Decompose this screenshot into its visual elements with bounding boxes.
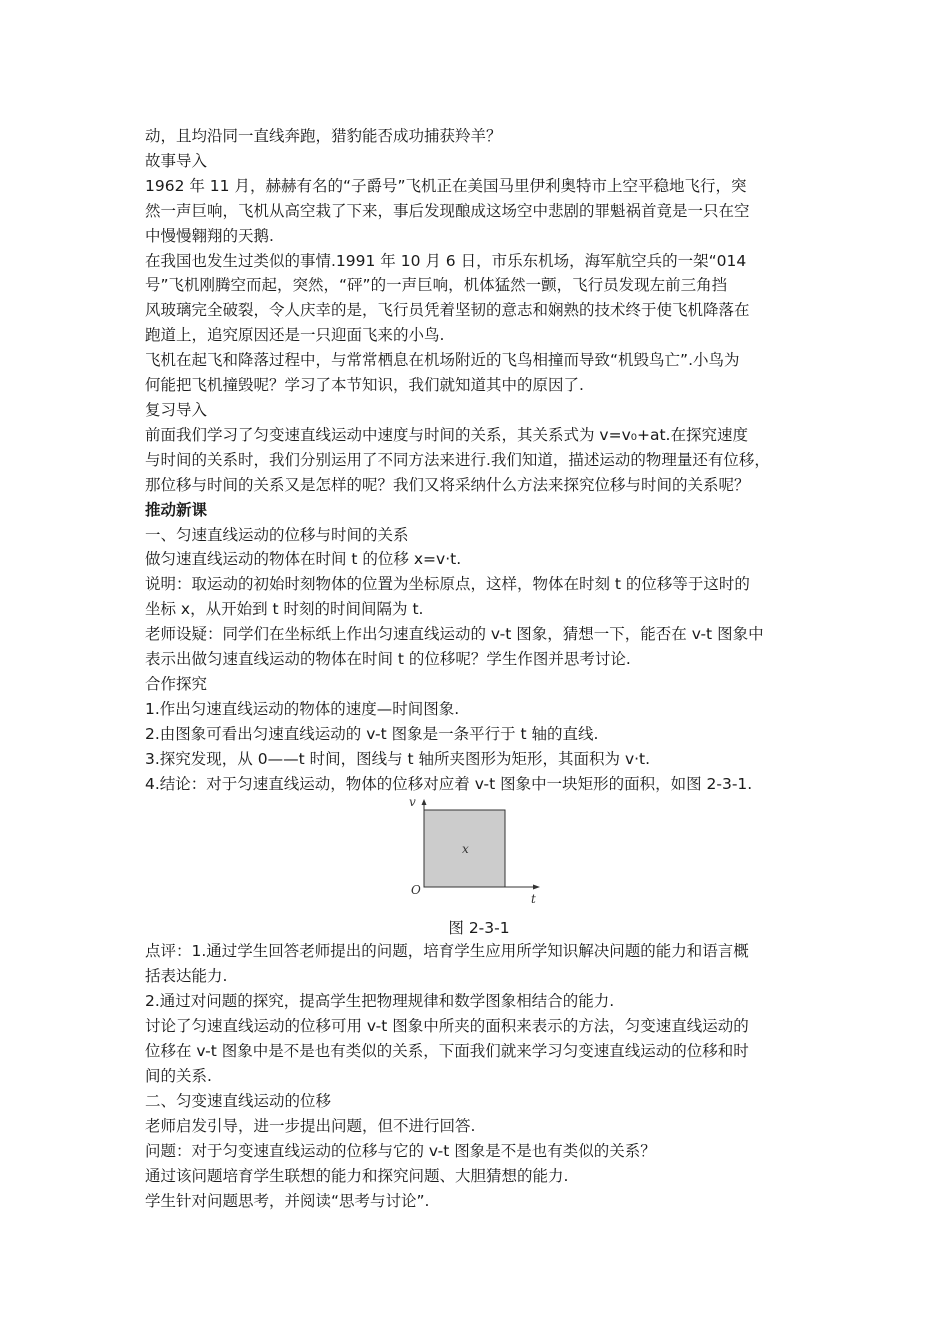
text-line: 点评：1.通过学生回答老师提出的问题，培育学生应用所学知识解决问题的能力和语言概 — [145, 942, 749, 961]
figure-2-3-1 — [145, 797, 815, 915]
text-line: 间的关系. — [145, 1067, 212, 1085]
document-body — [145, 124, 815, 1213]
v-axis-arrow — [422, 799, 427, 805]
text-line: 合作探究 — [145, 674, 208, 693]
text-line: 通过该问题培育学生联想的能力和探究问题、大胆猜想的能力. — [145, 1166, 569, 1185]
origin-label: O — [411, 883, 421, 898]
text-line: 号”飞机刚腾空而起，突然，“砰”的一声巨响，机体猛然一颤，飞行员发现左前三角挡 — [145, 276, 728, 295]
text-line: 那位移与时间的关系又是怎样的呢？我们又将采纳什么方法来探究位移与时间的关系呢？ — [145, 475, 750, 494]
text-line: 一、匀速直线运动的位移与时间的关系 — [145, 525, 409, 544]
text-line: 在我国也发生过类似的事情.1991 年 10 月 6 日，市乐东机场，海军航空兵的一架“014 — [145, 251, 747, 270]
text-block-bottom — [145, 939, 815, 1213]
text-line: 老师设疑：同学们在坐标纸上作出匀速直线运动的 v-t 图象，猜想一下，能否在 v-t 图象中 — [145, 625, 764, 644]
text-line: 复习导入 — [145, 400, 208, 419]
text-line: 讨论了匀速直线运动的位移可用 v-t 图象中所夹的面积来表示的方法，匀变速直线运动的 — [145, 1017, 749, 1036]
text-line: 1962 年 11 月，赫赫有名的“子爵号”飞机正在美国马里伊利奥特市上空平稳地飞行，突 — [145, 176, 747, 195]
text-line: 位移在 v-t 图象中是不是也有类似的关系，下面我们就来学习匀变速直线运动的位移和时 — [145, 1042, 749, 1061]
t-axis-label: t — [531, 892, 536, 907]
text-line: 1.作出匀速直线运动的物体的速度—时间图象. — [145, 699, 460, 718]
text-block-top — [145, 124, 815, 796]
area-label: x — [462, 842, 469, 857]
figure-caption: 图 2-3-1 — [448, 919, 510, 938]
text-line: 老师启发引导，进一步提出问题，但不进行回答. — [145, 1116, 476, 1135]
text-line: 坐标 x，从开始到 t 时刻的时间间隔为 t. — [145, 600, 424, 619]
text-line: 何能把飞机撞毁呢？学习了本节知识，我们就知道其中的原因了. — [145, 376, 584, 395]
text-line: 跑道上，追究原因还是一只迎面飞来的小鸟. — [145, 326, 445, 345]
text-line: 前面我们学习了匀变速直线运动中速度与时间的关系，其关系式为 v=v₀+at.在探究速度 — [145, 425, 748, 444]
vt-graph — [407, 797, 557, 915]
text-line: 故事导入 — [145, 151, 208, 170]
text-line: 中慢慢翱翔的天鹅. — [145, 226, 274, 245]
text-line: 做匀速直线运动的物体在时间 t 的位移 x=v·t. — [145, 550, 462, 569]
text-line: 括表达能力. — [145, 967, 228, 986]
text-line: 风玻璃完全破裂，令人庆幸的是，飞行员凭着坚韧的意志和娴熟的技术终于使飞机降落在 — [145, 301, 750, 320]
v-axis-label: v — [409, 797, 416, 810]
section-heading: 推动新课 — [145, 500, 208, 519]
text-line: 二、匀变速直线运动的位移 — [145, 1091, 332, 1110]
text-line: 学生针对问题思考，并阅读“思考与讨论”. — [145, 1191, 430, 1210]
t-axis-arrow — [533, 885, 540, 890]
text-line: 4.结论：对于匀速直线运动，物体的位移对应着 v-t 图象中一块矩形的面积，如图 2-3-1. — [145, 774, 753, 793]
text-line: 说明：取运动的初始时刻物体的位置为坐标原点，这样，物体在时刻 t 的位移等于这时的 — [145, 575, 750, 594]
text-line: 动，且均沿同一直线奔跑，猎豹能否成功捕获羚羊？ — [145, 127, 502, 145]
text-line: 然一声巨响，飞机从高空栽了下来，事后发现酿成这场空中悲剧的罪魁祸首竟是一只在空 — [145, 201, 750, 220]
text-line: 飞机在起飞和降落过程中，与常常栖息在机场附近的飞鸟相撞而导致“机毁鸟亡”.小鸟为 — [145, 351, 740, 370]
text-line: 2.由图象可看出匀速直线运动的 v-t 图象是一条平行于 t 轴的直线. — [145, 724, 599, 743]
text-line: 2.通过对问题的探究，提高学生把物理规律和数学图象相结合的能力. — [145, 992, 615, 1011]
text-line: 表示出做匀速直线运动的物体在时间 t 的位移呢？学生作图并思考讨论. — [145, 650, 631, 669]
text-line: 与时间的关系时，我们分别运用了不同方法来进行.我们知道，描述运动的物理量还有位移， — [145, 450, 770, 469]
text-line: 问题：对于匀变速直线运动的位移与它的 v-t 图象是不是也有类似的关系？ — [145, 1141, 656, 1160]
text-line: 3.探究发现，从 0——t 时间，图线与 t 轴所夹图形为矩形，其面积为 v·t. — [145, 749, 651, 768]
